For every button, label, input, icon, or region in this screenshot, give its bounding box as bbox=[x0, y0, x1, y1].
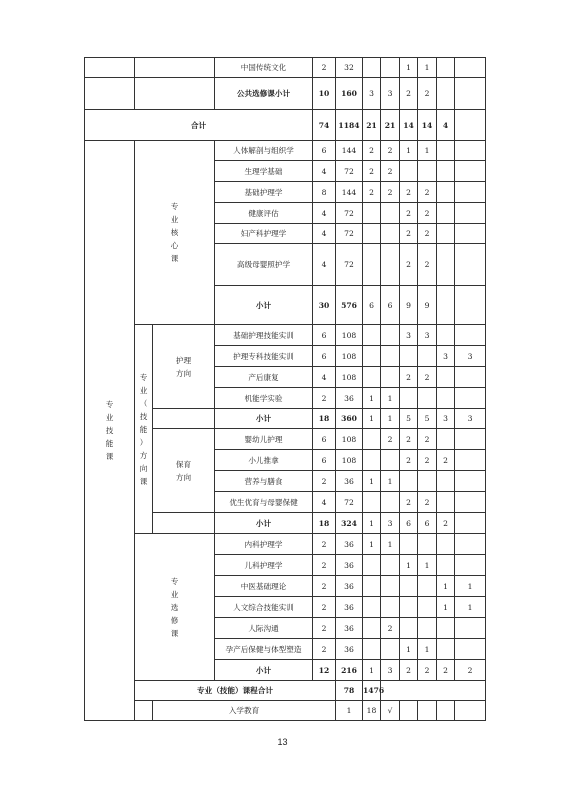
table-row: 入学教育 1 18 √ bbox=[85, 701, 486, 721]
childcare-direction-label: 保育 方向 bbox=[153, 429, 215, 513]
subtotal-label: 公共选修课小计 bbox=[215, 78, 313, 110]
subtotal-label: 小计 bbox=[215, 286, 313, 325]
table-row: 营养与膳食 2 36 1 1 bbox=[85, 471, 486, 492]
course-name: 中国传统文化 bbox=[215, 58, 313, 78]
subtotal-label: 小计 bbox=[215, 513, 313, 534]
course-name: 护理专科技能实训 bbox=[215, 346, 313, 367]
course-name: 妇产科护理学 bbox=[215, 224, 313, 244]
table-row: 人文综合技能实训 2 36 1 1 bbox=[85, 597, 486, 618]
subtotal-row: 小计 12 216 1 3 2 2 2 2 bbox=[85, 660, 486, 681]
table-row: 专 业 技 能 课 专 业 核 心 课 人体解剖与组织学 6 144 2 2 1 1 bbox=[85, 141, 486, 161]
subtotal-row: 小计 18 324 1 3 6 6 2 bbox=[85, 513, 486, 534]
total-row: 专业（技能）课程合计 78 1476 bbox=[85, 681, 486, 701]
page-number: 13 bbox=[277, 737, 288, 747]
table-row: 高级母婴照护学 4 72 2 2 bbox=[85, 244, 486, 286]
course-name: 入学教育 bbox=[153, 701, 336, 721]
table-row: 基础护理学 8 144 2 2 2 2 bbox=[85, 182, 486, 203]
table-row: 小儿推拿 6 108 2 2 2 bbox=[85, 450, 486, 471]
subtotal-row: 公共选修课小计 10 160 3 3 2 2 bbox=[85, 78, 486, 110]
direction-group-label: 专 业 （ 技 能 ） 方 向 课 bbox=[135, 325, 153, 534]
course-name: 产后康复 bbox=[215, 367, 313, 388]
course-name: 基础护理学 bbox=[215, 182, 313, 203]
course-name: 高级母婴照护学 bbox=[215, 244, 313, 286]
prof-total-label: 专业（技能）课程合计 bbox=[135, 681, 336, 701]
course-plan-table bbox=[84, 57, 486, 721]
course-name: 人文综合技能实训 bbox=[215, 597, 313, 618]
table-row: 健康评估 4 72 2 2 bbox=[85, 203, 486, 224]
core-group-label: 专 业 核 心 课 bbox=[135, 141, 215, 325]
total-label: 合计 bbox=[85, 110, 313, 141]
course-name: 儿科护理学 bbox=[215, 555, 313, 576]
table-row: 护理专科技能实训 6 108 3 3 bbox=[85, 346, 486, 367]
prof-skill-group-label: 专 业 技 能 课 bbox=[85, 141, 135, 721]
course-name: 孕产后保健与体型塑造 bbox=[215, 639, 313, 660]
table-row: 专 业 选 修 课 内科护理学 2 36 1 1 bbox=[85, 534, 486, 555]
table-row: 妇产科护理学 4 72 2 2 bbox=[85, 224, 486, 244]
table-row: 儿科护理学 2 36 1 1 bbox=[85, 555, 486, 576]
table-row: 中国传统文化 2 32 1 1 bbox=[85, 58, 486, 78]
table-row: 中医基础理论 2 36 1 1 bbox=[85, 576, 486, 597]
table-row: 生理学基础 4 72 2 2 bbox=[85, 161, 486, 182]
elective-group-label: 专 业 选 修 课 bbox=[135, 534, 215, 681]
table-row: 人际沟通 2 36 2 bbox=[85, 618, 486, 639]
course-name: 生理学基础 bbox=[215, 161, 313, 182]
course-name: 小儿推拿 bbox=[215, 450, 313, 471]
subtotal-label: 小计 bbox=[215, 409, 313, 429]
table-row: 产后康复 4 108 2 2 bbox=[85, 367, 486, 388]
subtotal-row: 小计 18 360 1 1 5 5 3 3 bbox=[85, 409, 486, 429]
course-name: 内科护理学 bbox=[215, 534, 313, 555]
course-name: 婴幼儿护理 bbox=[215, 429, 313, 450]
subtotal-row: 小计 30 576 6 6 9 9 bbox=[85, 286, 486, 325]
course-name: 优生优育与母婴保健 bbox=[215, 492, 313, 513]
check-mark: √ bbox=[381, 701, 400, 721]
table-row: 孕产后保健与体型塑造 2 36 1 1 bbox=[85, 639, 486, 660]
course-name: 健康评估 bbox=[215, 203, 313, 224]
course-name: 机能学实验 bbox=[215, 388, 313, 409]
course-name: 基础护理技能实训 bbox=[215, 325, 313, 346]
course-name: 中医基础理论 bbox=[215, 576, 313, 597]
subtotal-label: 小计 bbox=[215, 660, 313, 681]
course-name: 人体解剖与组织学 bbox=[215, 141, 313, 161]
table-row: 机能学实验 2 36 1 1 bbox=[85, 388, 486, 409]
table-row: 专 业 （ 技 能 ） 方 向 课 护理 方向 基础护理技能实训 6 108 3 3 bbox=[85, 325, 486, 346]
course-name: 营养与膳食 bbox=[215, 471, 313, 492]
table-row: 保育 方向 婴幼儿护理 6 108 2 2 2 bbox=[85, 429, 486, 450]
nursing-direction-label: 护理 方向 bbox=[153, 325, 215, 409]
course-name: 人际沟通 bbox=[215, 618, 313, 639]
table-row: 优生优育与母婴保健 4 72 2 2 bbox=[85, 492, 486, 513]
total-row: 合计 74 1184 21 21 14 14 4 bbox=[85, 110, 486, 141]
